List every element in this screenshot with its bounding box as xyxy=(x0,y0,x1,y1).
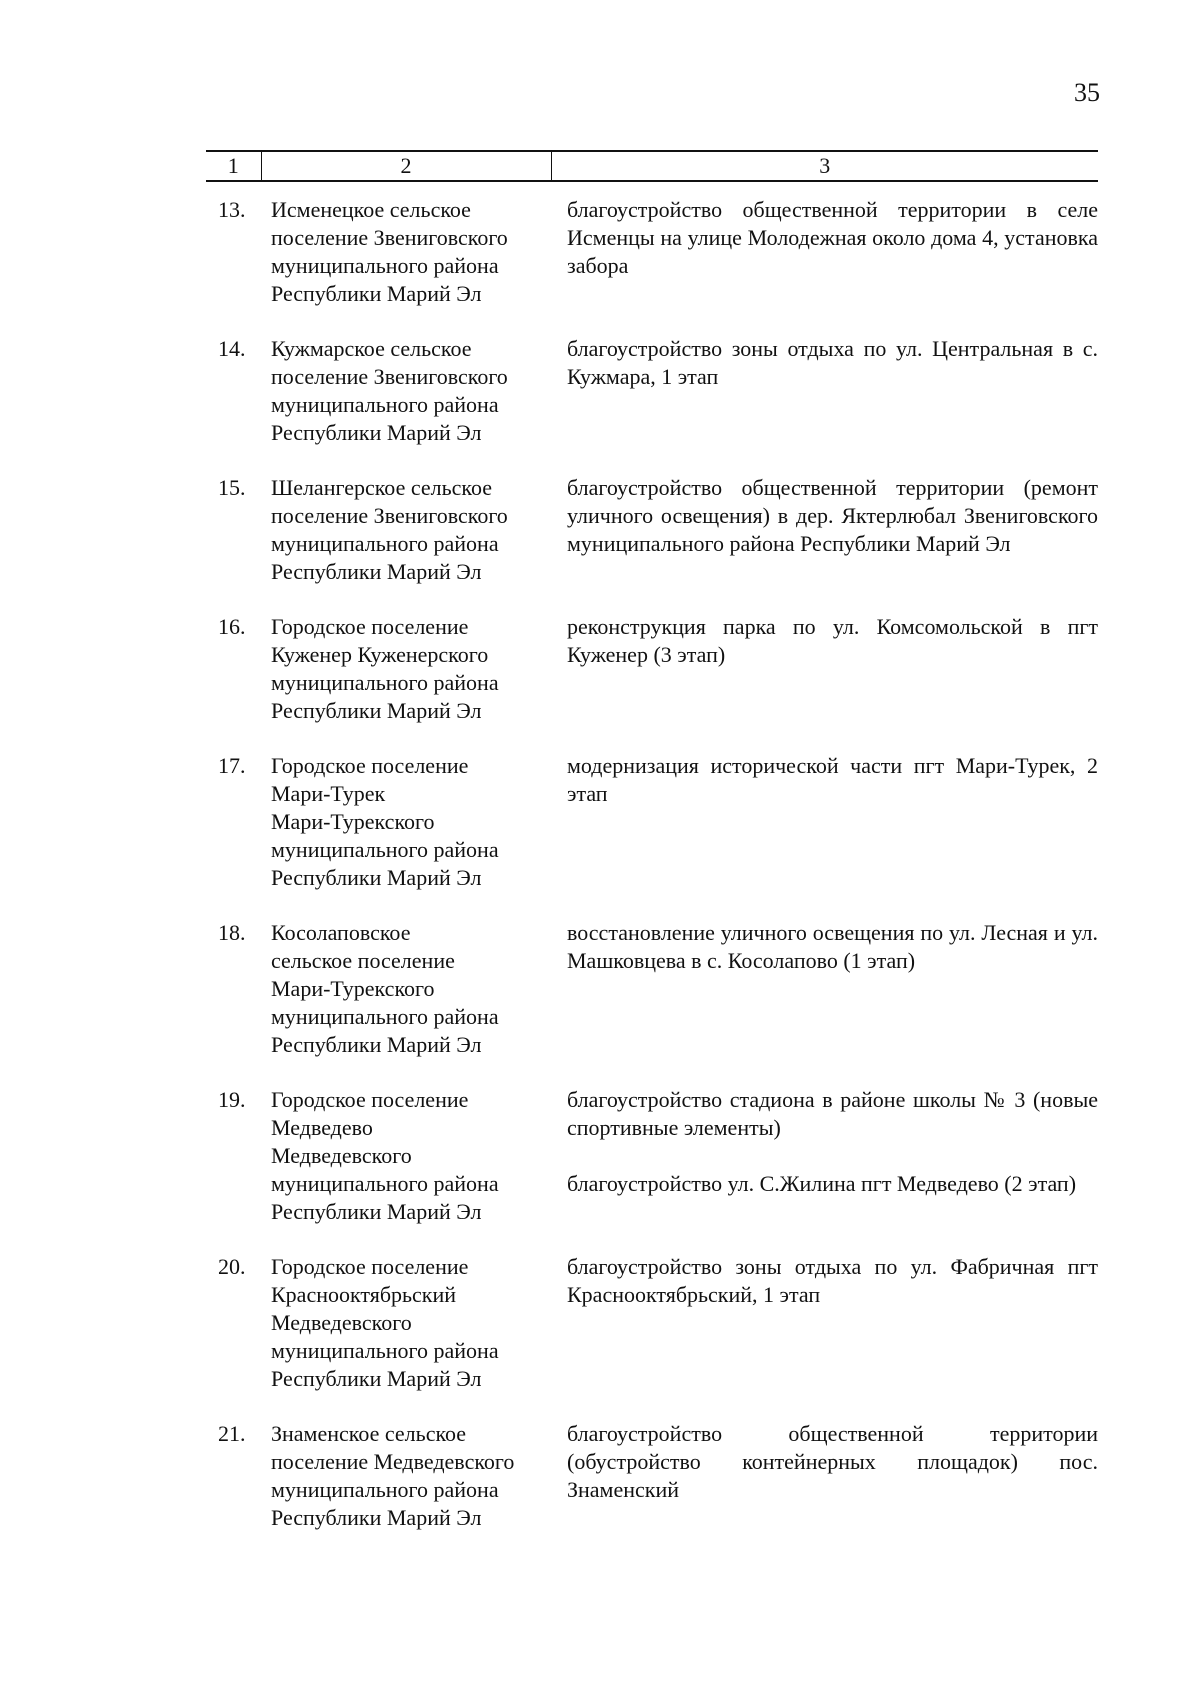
municipality-line: Мари-Турек xyxy=(271,781,386,806)
municipality-line: муниципального района xyxy=(271,1004,499,1029)
page-number: 35 xyxy=(1074,78,1100,107)
municipality-line: Кужмарское сельское xyxy=(271,336,472,361)
table-row xyxy=(206,474,1098,613)
row-number: 15. xyxy=(218,475,246,500)
municipality-line: муниципального района xyxy=(271,531,499,556)
municipality-line: Городское поселение xyxy=(271,614,469,639)
project-cell xyxy=(551,1420,1098,1559)
project-description: благоустройство ул. С.Жилина пгт Медведево (2 этап) xyxy=(567,1171,1077,1196)
project-description: модернизация исторической части пгт Мари-Турек, 2 этап xyxy=(567,753,1098,806)
project-description: благоустройство общественной территории в селе Исменцы на улице Молодежная около дома 4, установка забора xyxy=(567,197,1098,278)
project-description: благоустройство зоны отдыха по ул. Центральная в с. Кужмара, 1 этап xyxy=(567,336,1098,389)
table-row xyxy=(206,1420,1098,1559)
municipality-line: Городское поселение xyxy=(271,1087,469,1112)
municipality-line: Медведевского xyxy=(271,1143,412,1168)
row-number: 20. xyxy=(218,1254,246,1279)
municipality-line: Республики Марий Эл xyxy=(271,281,482,306)
municipality-line: Республики Марий Эл xyxy=(271,698,482,723)
table-row xyxy=(206,1253,1098,1420)
project-description: благоустройство общественной территории (обустройство контейнерных площадок) пос. Знаменский xyxy=(567,1421,1098,1502)
municipality-line: Республики Марий Эл xyxy=(271,1366,482,1391)
table-body xyxy=(206,181,1098,1559)
municipality-line: поселение Звениговского xyxy=(271,364,508,389)
projects-table xyxy=(206,150,1098,1559)
project-cell xyxy=(551,919,1098,1086)
municipality-line: муниципального района xyxy=(271,1477,499,1502)
project-cell xyxy=(551,1086,1098,1253)
project-cell xyxy=(551,752,1098,919)
project-description: благоустройство зоны отдыха по ул. Фабричная пгт Краснооктябрьский, 1 этап xyxy=(567,1254,1098,1307)
municipality-line: Республики Марий Эл xyxy=(271,1505,482,1530)
municipality-line: Республики Марий Эл xyxy=(271,559,482,584)
municipality-line: поселение Звениговского xyxy=(271,503,508,528)
municipality-line: Республики Марий Эл xyxy=(271,865,482,890)
municipality-line: муниципального района xyxy=(271,837,499,862)
municipality-line: Городское поселение xyxy=(271,753,469,778)
project-cell xyxy=(551,613,1098,752)
municipality-cell xyxy=(261,1420,551,1559)
municipality-line: муниципального района xyxy=(271,1338,499,1363)
row-number: 16. xyxy=(218,614,246,639)
table-row xyxy=(206,335,1098,474)
municipality-line: Знаменское сельское xyxy=(271,1421,467,1446)
table-header xyxy=(206,151,1098,181)
municipality-line: Шелангерское сельское xyxy=(271,475,493,500)
column-header-2: 2 xyxy=(261,151,551,181)
municipality-cell xyxy=(261,474,551,613)
column-header-3: 3 xyxy=(551,151,1098,181)
row-number: 19. xyxy=(218,1087,246,1112)
municipality-line: муниципального района xyxy=(271,1171,499,1196)
project-cell xyxy=(551,474,1098,613)
municipality-cell xyxy=(261,1086,551,1253)
table-row xyxy=(206,919,1098,1086)
municipality-line: поселение Звениговского xyxy=(271,225,508,250)
row-number: 14. xyxy=(218,336,246,361)
municipality-line: Исменецкое сельское xyxy=(271,197,471,222)
municipality-line: Медведево xyxy=(271,1115,373,1140)
municipality-line: муниципального района xyxy=(271,670,499,695)
project-description: восстановление уличного освещения по ул. Лесная и ул. Машковцева в с. Косолапово (1 этап) xyxy=(567,920,1098,973)
row-number: 18. xyxy=(218,920,246,945)
project-cell xyxy=(551,181,1098,335)
column-header-1: 1 xyxy=(206,151,261,181)
municipality-line: Медведевского xyxy=(271,1310,412,1335)
project-description: благоустройство общественной территории (ремонт уличного освещения) в дер. Яктерлюбал Звениговского муниципального района Республики Марий Эл xyxy=(567,475,1098,556)
municipality-line: Республики Марий Эл xyxy=(271,1199,482,1224)
project-description: реконструкция парка по ул. Комсомольской в пгт Куженер (3 этап) xyxy=(567,614,1098,667)
municipality-line: муниципального района xyxy=(271,253,499,278)
table-row xyxy=(206,752,1098,919)
municipality-line: поселение Медведевского xyxy=(271,1449,515,1474)
municipality-line: муниципального района xyxy=(271,392,499,417)
municipality-line: Мари-Турекского xyxy=(271,976,435,1001)
municipality-line: Краснооктябрьский xyxy=(271,1282,457,1307)
table-row xyxy=(206,1086,1098,1253)
municipality-line: Косолаповское xyxy=(271,920,411,945)
project-cell xyxy=(551,1253,1098,1420)
municipality-line: Куженер Куженерского xyxy=(271,642,489,667)
municipality-line: Мари-Турекского xyxy=(271,809,435,834)
row-number: 17. xyxy=(218,753,246,778)
row-number: 13. xyxy=(218,197,246,222)
municipality-line: Республики Марий Эл xyxy=(271,420,482,445)
municipality-cell xyxy=(261,1253,551,1420)
municipality-cell xyxy=(261,613,551,752)
municipality-line: сельское поселение xyxy=(271,948,455,973)
table-row xyxy=(206,181,1098,335)
project-cell xyxy=(551,335,1098,474)
municipality-cell xyxy=(261,919,551,1086)
municipality-line: Республики Марий Эл xyxy=(271,1032,482,1057)
project-description: благоустройство стадиона в районе школы № 3 (новые спортивные элементы) xyxy=(567,1087,1098,1140)
municipality-cell xyxy=(261,752,551,919)
row-number: 21. xyxy=(218,1421,246,1446)
municipality-cell xyxy=(261,335,551,474)
table-row xyxy=(206,613,1098,752)
municipality-cell xyxy=(261,181,551,335)
municipality-line: Городское поселение xyxy=(271,1254,469,1279)
